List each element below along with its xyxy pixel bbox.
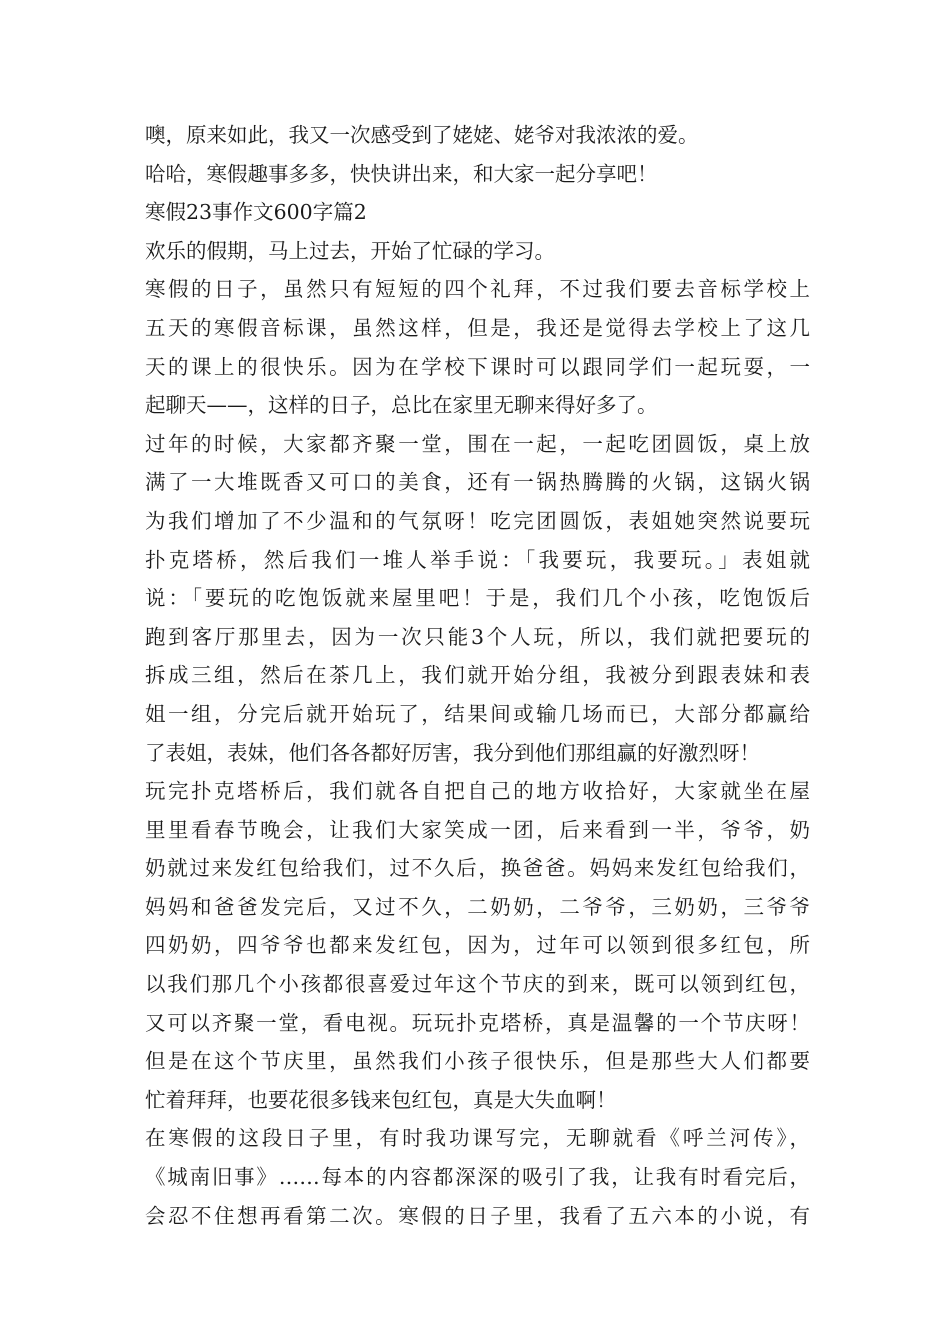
text-line: 《城南旧事》……每本的内容都深深的吸引了我，让我有时看完后， [145,1165,810,1190]
text-line: 跑到客厅那里去，因为一次只能3个人玩，所以，我们就把要玩的 [145,624,810,649]
text-line: 姐一组，分完后就开始玩了，结果间或输几场而已，大部分都赢给 [145,701,810,726]
text-line: 妈妈和爸爸发完后，又过不久，二奶奶，二爷爷，三奶奶，三爷爷 [145,894,810,919]
text-line: 以我们那几个小孩都很喜爱过年这个节庆的到来，既可以领到红包， [145,972,810,997]
text-line: 会忍不住想再看第二次。寒假的日子里，我看了五六本的小说，有 [145,1203,810,1228]
text-line: 欢乐的假期，马上过去，开始了忙碌的学习。 [145,238,555,263]
text-line: 哈哈，寒假趣事多多，快快讲出来，和大家一起分享吧！ [145,161,658,186]
text-line: 寒假的日子，虽然只有短短的四个礼拜，不过我们要去音标学校上 [145,277,810,302]
article-body [145,116,810,1235]
text-line: 五天的寒假音标课，虽然这样，但是，我还是觉得去学校上了这几 [145,315,810,340]
text-line: 四奶奶，四爷爷也都来发红包，因为，过年可以领到很多红包，所 [145,933,810,958]
text-line: 拆成三组，然后在茶几上，我们就开始分组，我被分到跟表妹和表 [145,663,810,688]
text-line: 满了一大堆既香又可口的美食，还有一锅热腾腾的火锅，这锅火锅 [145,470,810,495]
text-line: 忙着拜拜，也要花很多钱来包红包，真是大失血啊！ [145,1087,617,1112]
text-line: 起聊天——，这样的日子，总比在家里无聊来得好多了。 [145,393,658,418]
text-line: 里里看春节晚会，让我们大家笑成一团，后来看到一半，爷爷，奶 [145,817,810,842]
text-line: 玩完扑克塔桥后，我们就各自把自己的地方收拾好，大家就坐在屋 [145,779,810,804]
text-line: 过年的时候，大家都齐聚一堂，围在一起，一起吃团圆饭，桌上放 [145,431,810,456]
text-line: 在寒假的这段日子里，有时我功课写完，无聊就看《呼兰河传》， [145,1126,810,1151]
text-line: 寒假23事作文600字篇2 [145,200,367,225]
text-line: 奶就过来发红包给我们，过不久后，换爸爸。妈妈来发红包给我们， [145,856,810,881]
text-line: 了表姐，表妹，他们各各都好厉害，我分到他们那组赢的好激烈呀！ [145,740,760,765]
text-line: 但是在这个节庆里，虽然我们小孩子很快乐，但是那些大人们都要 [145,1049,810,1074]
text-line: 天的课上的很快乐。因为在学校下课时可以跟同学们一起玩耍，一 [145,354,810,379]
text-line: 为我们增加了不少温和的气氛呀！吃完团圆饭，表姐她突然说要玩 [145,508,810,533]
text-line: 又可以齐聚一堂，看电视。玩玩扑克塔桥，真是温馨的一个节庆呀！ [145,1010,810,1035]
text-line: 扑克塔桥，然后我们一堆人举手说：「我要玩，我要玩。」表姐就 [145,547,810,572]
text-line: 噢，原来如此，我又一次感受到了姥姥、姥爷对我浓浓的爱。 [145,123,699,147]
text-line: 说：「要玩的吃饱饭就来屋里吧！于是，我们几个小孩，吃饱饭后 [145,586,810,611]
